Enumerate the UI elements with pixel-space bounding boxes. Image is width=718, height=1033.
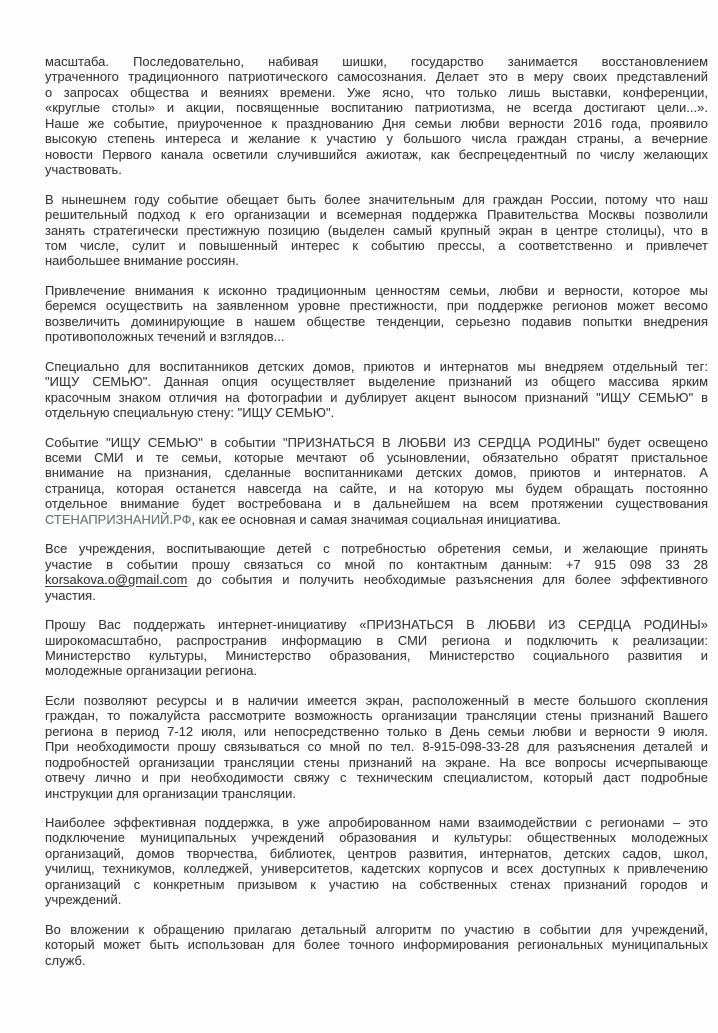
- text-line: отдельную специальную стену: "ИЩУ СЕМЬЮ".: [45, 405, 335, 421]
- text-line: Прошу Вас поддержать интернет-инициативу «ПРИЗНАТЬСЯ В ЛЮБВИ ИЗ СЕРДЦА РОДИНЫ»: [45, 617, 708, 633]
- text-line: [45, 572, 708, 587]
- paragraph-5: [45, 435, 708, 528]
- text-line: участие в событии прошу связаться со мной по контактным данным: +7 915 098 33 28: [45, 556, 708, 572]
- text-line: Специально для воспитанников детских домов, приютов и интернатов мы внедряем отдельный тег:: [45, 358, 708, 374]
- text-line: [45, 512, 708, 527]
- text-line: наибольшее внимание россиян.: [45, 253, 240, 269]
- text-line: том числе, сулит и повышенный интерес к событию прессы, а соответственно и привлечет: [45, 237, 708, 253]
- text-line: утраченного традиционного патриотического самосознания. Делает это в меру своих представлений: [45, 69, 708, 85]
- paragraph-10: [45, 922, 708, 968]
- paragraph-7: [45, 617, 708, 679]
- text-line: широкомасштабно, распространив информацию в СМИ региона и подключить к реализации:: [45, 632, 708, 648]
- text-line: Если позволяют ресурсы и в наличии имеется экран, расположенный в месте большого скопления: [45, 692, 708, 708]
- document-body: [45, 54, 708, 982]
- text-segment: , как ее основная и самая значимая социальная инициатива.: [191, 511, 561, 527]
- text-line: Во вложении к обращению прилагаю детальный алгоритм по участию в событии для учреждений,: [45, 921, 708, 937]
- text-segment: до события и получить необходимые разъяснения для более эффективного: [187, 572, 708, 588]
- text-line: учреждений.: [45, 892, 122, 908]
- text-line: участия.: [45, 587, 96, 603]
- text-line: отвечу лично и при необходимости свяжу с техническим специалистом, который даст подробные: [45, 770, 708, 786]
- text-line: красочным знаком отличия на фотографии и дублирует акцент выносом признаний "ИЩУ СЕМЬЮ" в: [45, 389, 708, 405]
- text-line: беремся осуществить на заявленном уровне престижности, при поддержке регионов может весомо: [45, 298, 708, 314]
- text-line: отдельное внимание будет востребована и в дальнейшем на всем протяжении существования: [45, 496, 708, 512]
- text-line: "ИЩУ СЕМЬЮ". Данная опция осуществляет выделение признаний из общего массива ярким: [45, 374, 708, 390]
- text-line: Событие "ИЩУ СЕМЬЮ" в событии "ПРИЗНАТЬСЯ В ЛЮБВИ ИЗ СЕРДЦА РОДИНЫ" будет освещено: [45, 434, 708, 450]
- paragraph-6: [45, 541, 708, 603]
- text-line: внимание на признания, сделанные воспитанниками детских домов, приютов и интернатов. А: [45, 465, 708, 481]
- paragraph-8: [45, 693, 708, 801]
- paragraph-1: [45, 54, 708, 178]
- text-line: всеми СМИ и те семьи, которые мечтают об усыновлении, обязательно обратят пристальное: [45, 449, 708, 465]
- text-line: региона в период 7-12 июля, или непосредственно только в День семьи любви и верности 9 июля.: [45, 723, 708, 739]
- text-line: возвеличить доминирующие в нашем обществе тенденции, серьезно подавив попытки внедрения: [45, 313, 708, 329]
- text-line: подробностей организации трансляции стены признаний на экране. На все вопросы исчерпывающе: [45, 754, 708, 770]
- paragraph-2: [45, 192, 708, 269]
- text-line: занять стратегически престижную позицию (выделен самый крупный экран в центре столицы), что в: [45, 222, 708, 238]
- text-line: который может быть использован для более точного информирования региональных муниципальных: [45, 937, 708, 953]
- text-line: новости Первого канала осветили случившийся ажиотаж, как беспрецедентный по числу желающих: [45, 146, 708, 162]
- paragraph-3: [45, 283, 708, 345]
- text-line: масштаба. Последовательно, набивая шишки, государство занимается восстановлением: [45, 54, 708, 69]
- text-line: Все учреждения, воспитывающие детей с потребностью обретения семьи, и желающие принять: [45, 541, 708, 557]
- email-link[interactable]: korsakova.o@gmail.com: [45, 572, 188, 588]
- text-line: Наиболее эффективная поддержка, в уже апробированном нами взаимодействии с регионами – это: [45, 815, 708, 831]
- text-line: противоположных течений и взглядов...: [45, 329, 285, 345]
- text-line: инструкции для организации трансляции.: [45, 785, 297, 801]
- text-line: Привлечение внимания к исконно традиционным ценностям семьи, любви и верности, которое мы: [45, 282, 708, 298]
- text-line: решительный подход к его организации и всемерная поддержка Правительства Москвы позволили: [45, 207, 708, 223]
- text-line: организаций с конкретным призывом к участию на собственных стенах признаний городов и: [45, 876, 708, 892]
- text-line: Министерство культуры, Министерство образования, Министерство социального развития и: [45, 647, 708, 663]
- text-line: В нынешнем году событие обещает быть более значительным для граждан России, потому что наш: [45, 191, 708, 207]
- text-line: Наше же событие, приуроченное к празднованию Дня семьи любви верности 2016 года, проявило: [45, 115, 708, 131]
- site-name: СТЕНАПРИЗНАНИЙ.РФ: [45, 511, 192, 527]
- paragraph-9: [45, 815, 708, 908]
- text-line: При необходимости прошу связываться со мной по тел. 8-915-098-33-28 для разъяснения деталей и: [45, 739, 708, 755]
- text-line: высокую степень интереса и желание к участию у большого числа граждан страны, а вечерние: [45, 131, 708, 147]
- text-line: участвовать.: [45, 162, 122, 178]
- text-line: организаций, домов творчества, библиотек, центров развития, интернатов, детских садов, школ,: [45, 845, 708, 861]
- text-line: о запросах общества и веяниях времени. Уже ясно, что только лишь выставки, конференции,: [45, 84, 708, 100]
- text-line: училищ, техникумов, колледжей, университетов, кадетских корпусов и всех доступных к привлечению: [45, 861, 708, 877]
- text-line: граждан, то пожалуйста рассмотрите возможность организации трансляции стены признаний Вашего: [45, 708, 708, 724]
- text-line: подключение муниципальных учреждений образования и культуры: общественных молодежных: [45, 830, 708, 846]
- text-line: служб.: [45, 952, 86, 968]
- paragraph-4: [45, 359, 708, 421]
- text-line: страница, которая останется навсегда на сайте, и на которую мы будем обращать постоянно: [45, 480, 708, 496]
- text-line: «круглые столы» и акции, посвященные воспитанию патриотизма, не всегда достигают цели...».: [45, 100, 708, 116]
- text-line: молодежные организации региона.: [45, 663, 258, 679]
